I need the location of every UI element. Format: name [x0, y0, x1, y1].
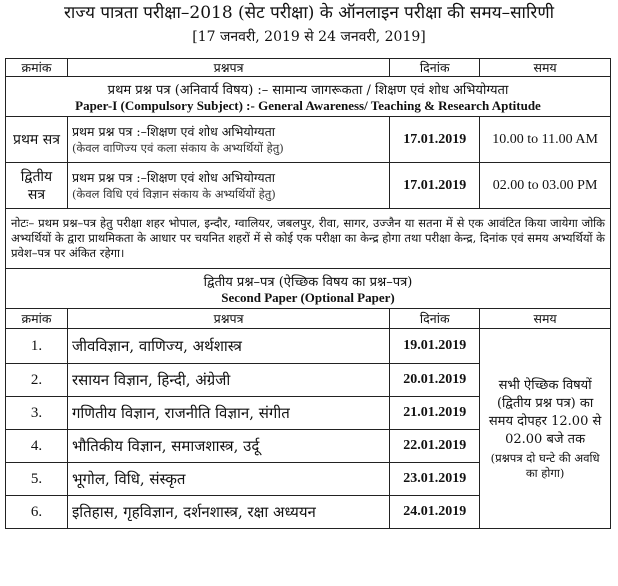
optional-time-cell	[480, 329, 611, 529]
session-paper: प्रथम प्रश्न पत्र :–शिक्षण एवं शोध अभियोग्यता	[71, 123, 275, 139]
header-date: दिनांक	[390, 309, 480, 329]
session-date: 17.01.2019	[390, 117, 480, 163]
paper2-header-row	[6, 309, 611, 329]
paper2-heading-row	[6, 269, 611, 309]
optional-time-duration: (प्रश्नपत्र दो घन्टे की अवधि का होगा)	[490, 450, 600, 480]
row-sno: 5.	[6, 463, 68, 496]
row-date: 21.01.2019	[390, 397, 480, 430]
session-label: द्वितीय सत्र	[6, 163, 68, 209]
session-time: 02.00 to 03.00 PM	[480, 163, 611, 209]
schedule-table	[5, 58, 611, 529]
notice-row	[6, 209, 611, 269]
date-range: [17 जनवरी, 2019 से 24 जनवरी, 2019]	[192, 29, 426, 45]
row-subjects: रसायन विज्ञान, हिन्दी, अंग्रेजी	[67, 364, 389, 397]
row-sno: 3.	[6, 397, 68, 430]
row-date: 22.01.2019	[390, 430, 480, 463]
table-row	[6, 329, 611, 364]
session-paper: प्रथम प्रश्न पत्र :–शिक्षण एवं शोध अभियोग्यता	[71, 169, 275, 185]
session-note: (केवल वाणिज्य एवं कला संकाय के अभ्यर्थियों हेतु)	[71, 140, 284, 155]
header-paper: प्रश्नपत्र	[67, 309, 389, 329]
session-row	[6, 163, 611, 209]
header-time: समय	[480, 59, 611, 77]
row-subjects: भूगोल, विधि, संस्कृत	[67, 463, 389, 496]
optional-time-note: सभी ऐच्छिक विषयों (द्वितीय प्रश्न पत्र) का समय दोपहर 12.00 से 02.00 बजे तक	[488, 377, 602, 447]
session-note: (केवल विधि एवं विज्ञान संकाय के अभ्यर्थियों हेतु)	[71, 186, 276, 201]
header-sno: क्रमांक	[6, 309, 68, 329]
row-subjects: इतिहास, गृहविज्ञान, दर्शनशास्त्र, रक्षा अध्ययन	[67, 496, 389, 529]
row-date: 20.01.2019	[390, 364, 480, 397]
notice-text: नोटः– प्रथम प्रश्न–पत्र हेतु परीक्षा शहर भोपाल, इन्दौर, ग्वालियर, जबलपुर, रीवा, सागर, उज्जैन या सतना में से एक आवंटित किया जायेगा जोकि अभ्यर्थियों के द्वारा प्राथमिकता के आधार पर चयनित शहरों में से कोई एक परीक्षा का केन्द्र होगा तथा परीक्षा केन्द्र, दिनांक एवं समय अभ्यर्थियों के प्रवेश–पत्र पर अंकित रहेगा।	[6, 209, 611, 269]
session-time: 10.00 to 11.00 AM	[480, 117, 611, 163]
paper1-heading-hindi: प्रथम प्रश्न पत्र (अनिवार्य विषय) :– सामान्य जागरूकता / शिक्षण एवं शोध अभियोग्यता	[107, 82, 509, 98]
paper2-heading-english: Second Paper (Optional Paper)	[221, 289, 395, 305]
paper1-heading-english: Paper-I (Compulsory Subject) :- General Awareness/ Teaching & Research Aptitude	[75, 97, 541, 113]
row-sno: 4.	[6, 430, 68, 463]
paper1-heading-row	[6, 77, 611, 117]
page-title: राज्य पात्रता परीक्षा–2018 (सेट परीक्षा) के ऑनलाइन परीक्षा की समय–सारिणी	[63, 3, 555, 23]
row-sno: 1.	[6, 329, 68, 364]
session-label: प्रथम सत्र	[6, 117, 68, 163]
row-subjects: भौतिकीय विज्ञान, समाजशास्त्र, उर्दू	[67, 430, 389, 463]
row-date: 19.01.2019	[390, 329, 480, 364]
header-row	[6, 59, 611, 77]
row-subjects: जीवविज्ञान, वाणिज्य, अर्थशास्त्र	[67, 329, 389, 364]
session-row	[6, 117, 611, 163]
row-sno: 6.	[6, 496, 68, 529]
row-sno: 2.	[6, 364, 68, 397]
paper2-heading-hindi: द्वितीय प्रश्न–पत्र (ऐच्छिक विषय का प्रश्न–पत्र)	[203, 274, 413, 290]
header-sno: क्रमांक	[6, 59, 68, 77]
header-date: दिनांक	[390, 59, 480, 77]
row-subjects: गणितीय विज्ञान, राजनीति विज्ञान, संगीत	[67, 397, 389, 430]
header-time: समय	[480, 309, 611, 329]
header-paper: प्रश्नपत्र	[67, 59, 389, 77]
row-date: 24.01.2019	[390, 496, 480, 529]
row-date: 23.01.2019	[390, 463, 480, 496]
session-date: 17.01.2019	[390, 163, 480, 209]
